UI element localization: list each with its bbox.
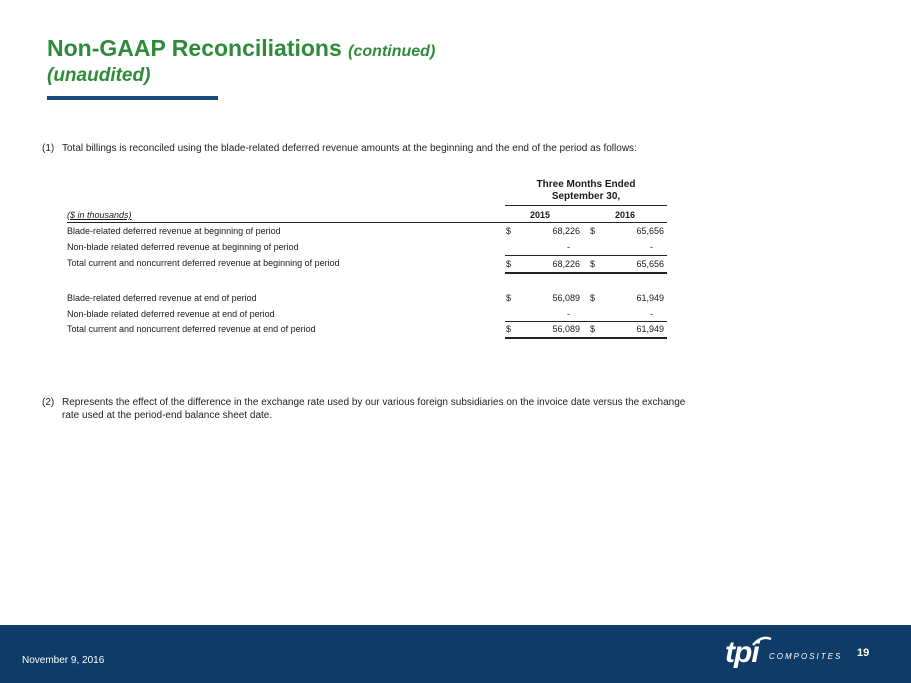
value-2016: - [650,309,653,319]
title-underline-rule [47,96,218,100]
page-title [47,34,435,66]
dollar-sign: $ [506,293,512,303]
column-header-rule [67,222,667,223]
page-subtitle: (unaudited) [47,65,151,86]
header-underline [505,205,667,206]
table-period-header-line2: September 30, [551,191,621,202]
table-units-label: ($ in thousands) [67,210,132,220]
value-2015: 68,226 [552,226,580,236]
column-header-2016: 2016 [614,210,636,220]
row-label: Total current and noncurrent deferred revenue at beginning of period [67,258,340,268]
dollar-sign: $ [590,226,596,236]
footnote-2 [42,396,802,422]
total-double-rule [505,272,667,274]
dollar-sign: $ [506,259,512,269]
total-double-rule [505,337,667,339]
value-2016: 65,656 [636,226,664,236]
page-title-text: Non-GAAP Reconciliations [47,35,342,61]
dollar-sign: $ [590,324,596,334]
row-label: Blade-related deferred revenue at beginning of period [67,226,281,236]
value-2016: 61,949 [636,293,664,303]
value-2016: 61,949 [636,324,664,334]
value-2016: 65,656 [636,259,664,269]
footnote-1 [42,142,637,155]
value-2015: 68,226 [552,259,580,269]
presentation-date: November 9, 2016 [22,655,105,666]
dollar-sign: $ [506,324,512,334]
logo-subtext: COMPOSITES [769,652,843,661]
footnote-2-number: (2) [42,397,55,408]
logo-wordmark: tpi [725,636,759,669]
column-header-2015: 2015 [529,210,551,220]
row-label: Non-blade related deferred revenue at end of period [67,309,275,319]
footnote-1-number: (1) [42,143,55,154]
dollar-sign: $ [590,293,596,303]
value-2015: - [567,309,570,319]
footer-bar [0,625,911,683]
row-label: Total current and noncurrent deferred revenue at end of period [67,324,316,334]
row-label: Non-blade related deferred revenue at beginning of period [67,242,299,252]
value-2015: 56,089 [552,324,580,334]
footnote-2-line1: Represents the effect of the difference in the exchange rate used by our various foreign subsidiaries on the invoice date versus the exchange [62,397,686,408]
page-number: 19 [857,647,870,659]
row-label: Blade-related deferred revenue at end of period [67,293,257,303]
dollar-sign: $ [506,226,512,236]
value-2015: 56,089 [552,293,580,303]
footnote-1-text: Total billings is reconciled using the blade-related deferred revenue amounts at the beginning and the end of the period as follows: [62,143,637,154]
subtotal-rule [505,255,667,256]
value-2016: - [650,242,653,252]
table-period-header [505,179,667,203]
company-logo [725,636,843,673]
page-title-continued: (continued) [348,43,436,60]
footnote-2-line2: rate used at the period-end balance sheet date. [62,410,273,421]
table-period-header-line1: Three Months Ended [536,179,636,190]
dollar-sign: $ [590,259,596,269]
value-2015: - [567,242,570,252]
